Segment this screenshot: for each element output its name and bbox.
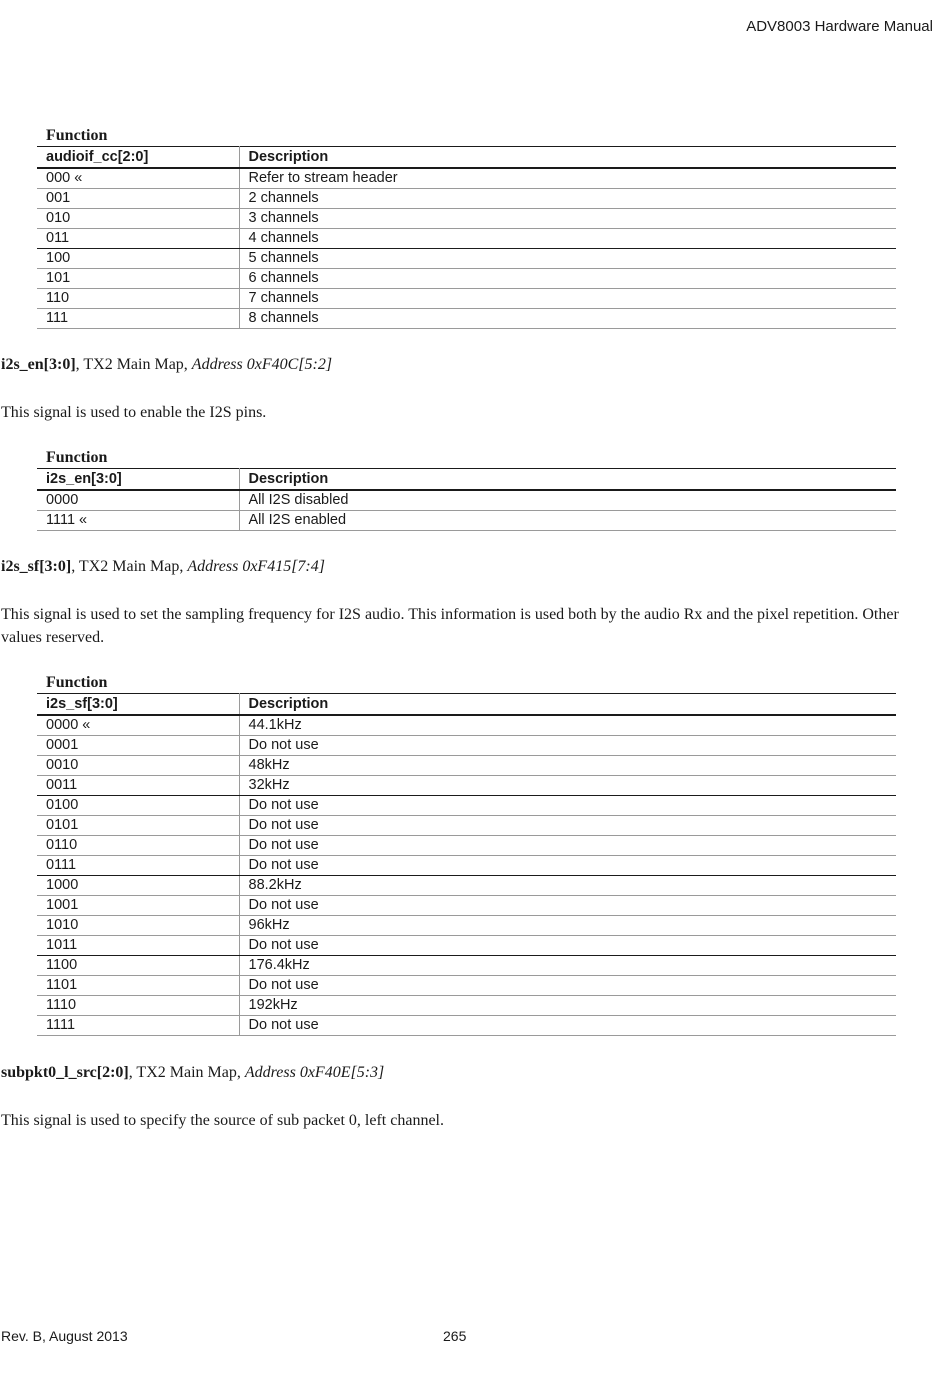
cell-value: 000 « (37, 168, 239, 189)
cell-value: 110 (37, 289, 239, 309)
table-row (37, 756, 896, 776)
table-row (37, 249, 896, 269)
cell-description: Do not use (239, 976, 896, 996)
cell-value: 010 (37, 209, 239, 229)
column-header-description: Description (239, 469, 896, 491)
column-header-field: i2s_en[3:0] (37, 469, 239, 491)
cell-value: 0111 (37, 856, 239, 876)
signal-heading-i2s-en (1, 356, 332, 374)
cell-value: 0000 « (37, 715, 239, 736)
table-row (37, 856, 896, 876)
cell-description: Do not use (239, 836, 896, 856)
signal-address: Address 0xF415[7:4] (187, 558, 325, 575)
cell-value: 1111 « (37, 511, 239, 531)
cell-value: 111 (37, 309, 239, 329)
signal-description-i2s-sf: This signal is used to set the sampling frequency for I2S audio. This information is used both by the audio Rx and the pixel repetition. Other values reserved. (1, 606, 899, 646)
cell-value: 0011 (37, 776, 239, 796)
cell-description: 192kHz (239, 996, 896, 1016)
cell-value: 0010 (37, 756, 239, 776)
i2s-en-table (37, 448, 896, 531)
cell-description: All I2S disabled (239, 490, 896, 511)
table-row (37, 976, 896, 996)
cell-value: 011 (37, 229, 239, 249)
table-row (37, 956, 896, 976)
cell-description: Refer to stream header (239, 168, 896, 189)
cell-value: 1101 (37, 976, 239, 996)
column-header-description: Description (239, 147, 896, 169)
cell-value: 0100 (37, 796, 239, 816)
cell-value: 100 (37, 249, 239, 269)
table-row (37, 796, 896, 816)
table-row (37, 289, 896, 309)
cell-value: 1000 (37, 876, 239, 896)
table-row (37, 736, 896, 756)
cell-description: Do not use (239, 1016, 896, 1036)
table-row (37, 309, 896, 329)
cell-description: 5 channels (239, 249, 896, 269)
table-row (37, 189, 896, 209)
cell-description: 88.2kHz (239, 876, 896, 896)
cell-description: 32kHz (239, 776, 896, 796)
footer-page-number: 265 (443, 1328, 467, 1344)
cell-value: 1100 (37, 956, 239, 976)
signal-description-i2s-en: This signal is used to enable the I2S pins. (1, 404, 267, 421)
i2s-sf-table (37, 673, 896, 1036)
cell-description: 8 channels (239, 309, 896, 329)
cell-value: 0110 (37, 836, 239, 856)
table-row (37, 836, 896, 856)
signal-map: , TX2 Main Map, (75, 356, 192, 373)
signal-address: Address 0xF40E[5:3] (244, 1064, 385, 1081)
cell-description: Do not use (239, 796, 896, 816)
function-table (37, 693, 896, 1036)
table-row (37, 816, 896, 836)
cell-value: 1001 (37, 896, 239, 916)
signal-address: Address 0xF40C[5:2] (191, 356, 333, 373)
table-caption: Function (46, 674, 108, 691)
cell-value: 101 (37, 269, 239, 289)
cell-value: 001 (37, 189, 239, 209)
table-row (37, 876, 896, 896)
cell-description: 3 channels (239, 209, 896, 229)
cell-value: 1110 (37, 996, 239, 1016)
audioif-cc-table (37, 126, 896, 329)
signal-description-subpkt0-l-src: This signal is used to specify the source of sub packet 0, left channel. (1, 1112, 444, 1129)
cell-description: 44.1kHz (239, 715, 896, 736)
signal-name: subpkt0_l_src[2:0] (1, 1064, 129, 1081)
table-row (37, 996, 896, 1016)
table-caption: Function (46, 127, 108, 144)
cell-value: 0001 (37, 736, 239, 756)
cell-value: 1011 (37, 936, 239, 956)
signal-heading-i2s-sf (1, 558, 325, 576)
table-row (37, 1016, 896, 1036)
column-header-field: audioif_cc[2:0] (37, 147, 239, 169)
table-row (37, 936, 896, 956)
signal-map: , TX2 Main Map, (128, 1064, 245, 1081)
table-row (37, 896, 896, 916)
cell-description: Do not use (239, 856, 896, 876)
table-row (37, 209, 896, 229)
footer-revision: Rev. B, August 2013 (1, 1328, 128, 1344)
cell-value: 0000 (37, 490, 239, 511)
signal-name: i2s_en[3:0] (1, 356, 76, 373)
cell-value: 0101 (37, 816, 239, 836)
cell-description: Do not use (239, 896, 896, 916)
table-row (37, 715, 896, 736)
signal-map: , TX2 Main Map, (71, 558, 188, 575)
column-header-field: i2s_sf[3:0] (37, 694, 239, 716)
page-header-title: ADV8003 Hardware Manual (746, 18, 933, 35)
table-row (37, 168, 896, 189)
table-row (37, 776, 896, 796)
signal-heading-subpkt0-l-src (1, 1064, 384, 1082)
function-table (37, 468, 896, 531)
table-row (37, 269, 896, 289)
cell-description: 2 channels (239, 189, 896, 209)
cell-description: Do not use (239, 936, 896, 956)
cell-description: Do not use (239, 736, 896, 756)
table-caption: Function (46, 449, 108, 466)
table-row (37, 511, 896, 531)
cell-description: 6 channels (239, 269, 896, 289)
cell-description: 4 channels (239, 229, 896, 249)
column-header-description: Description (239, 694, 896, 716)
table-row (37, 229, 896, 249)
cell-value: 1111 (37, 1016, 239, 1036)
cell-value: 1010 (37, 916, 239, 936)
cell-description: 7 channels (239, 289, 896, 309)
cell-description: 176.4kHz (239, 956, 896, 976)
cell-description: 48kHz (239, 756, 896, 776)
cell-description: Do not use (239, 816, 896, 836)
signal-name: i2s_sf[3:0] (1, 558, 72, 575)
function-table (37, 146, 896, 329)
table-row (37, 490, 896, 511)
table-row (37, 916, 896, 936)
cell-description: All I2S enabled (239, 511, 896, 531)
cell-description: 96kHz (239, 916, 896, 936)
